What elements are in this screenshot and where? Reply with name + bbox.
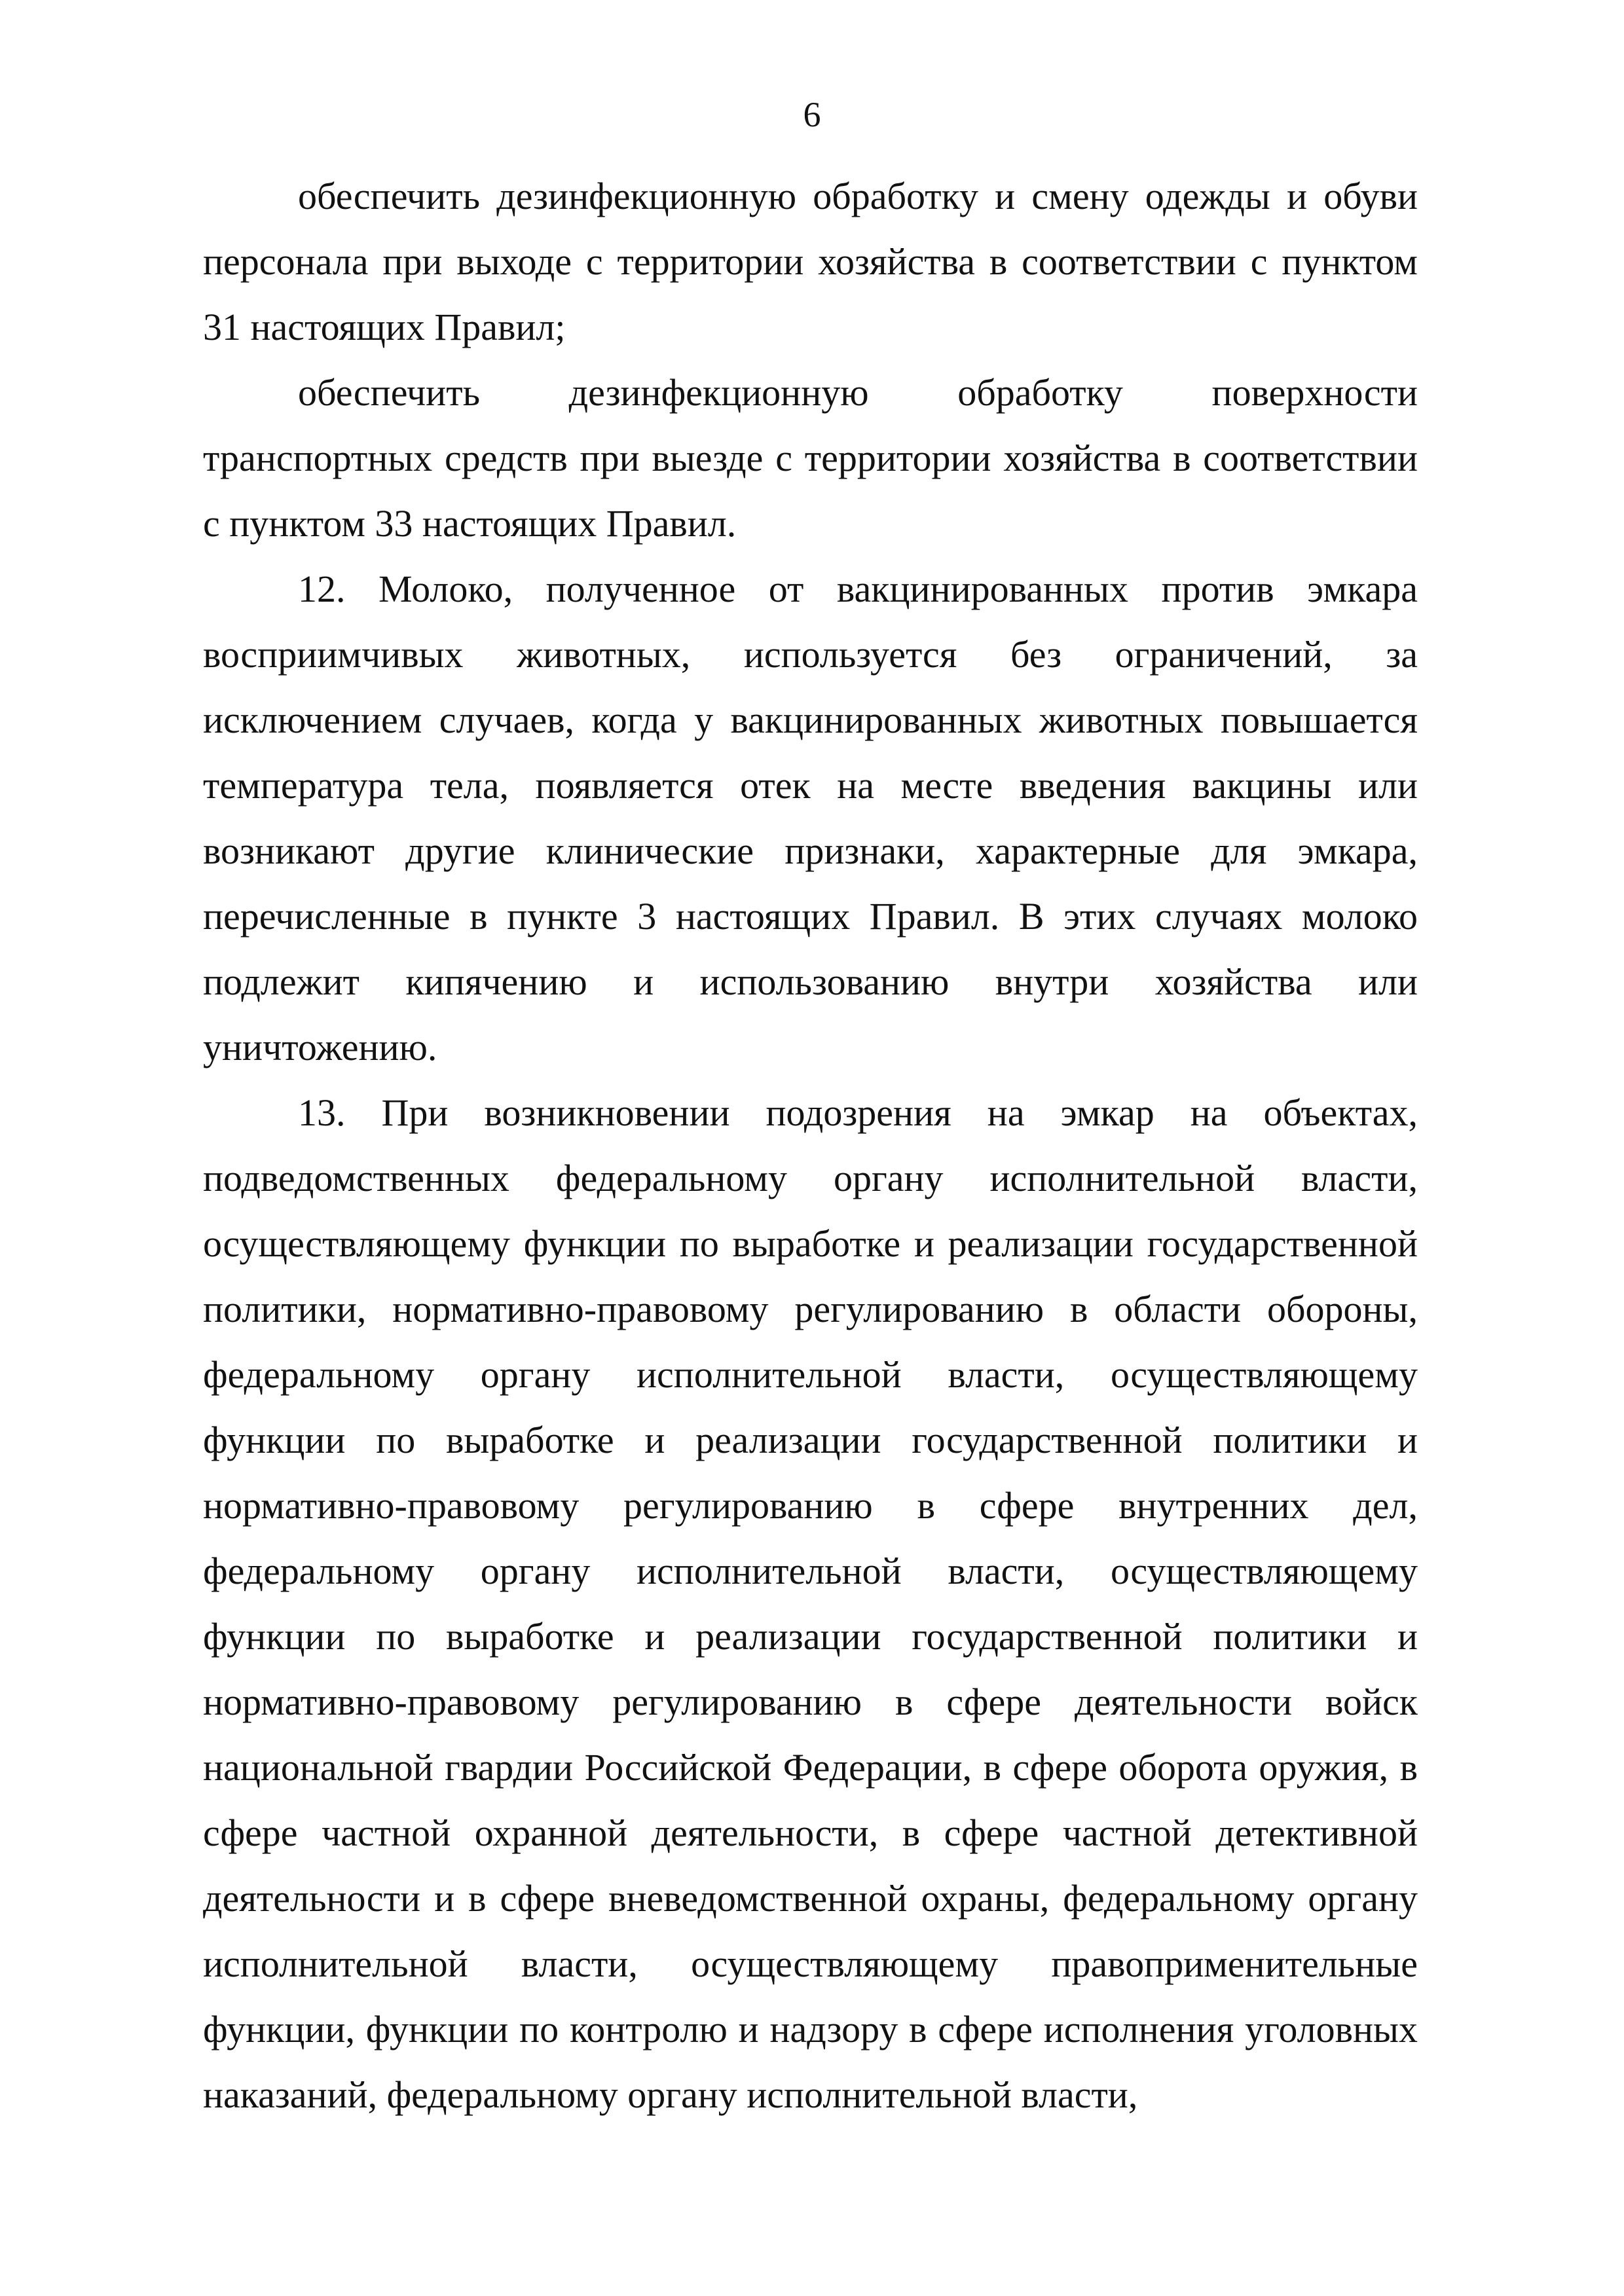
page-number: 6: [803, 95, 821, 134]
paragraph-12-milk: 12. Молоко, полученное от вакцинированных против эмкара восприимчивых животных, используется без ограничений, за исключением случаев, когда у вакцинированных животных повышается температура тела, появляется отек на месте введения вакцины или возникают другие клинические признаки, характерные для эмкара, перечисленные в пункте 3 настоящих Правил. В этих случаях молоко подлежит кипячению и использованию внутри хозяйства или уничтожению.: [203, 568, 1418, 1068]
document-body: [203, 164, 1418, 2128]
paragraph-disinfection-vehicles: обеспечить дезинфекционную обработку поверхности транспортных средств при выезде с территории хозяйства в соответствии с пунктом 33 настоящих Правил.: [203, 371, 1418, 545]
paragraph-disinfection-clothing: обеспечить дезинфекционную обработку и смену одежды и обуви персонала при выходе с территории хозяйства в соответствии с пунктом 31 настоящих Правил;: [203, 175, 1418, 348]
paragraph-13-suspicion: 13. При возникновении подозрения на эмкар на объектах, подведомственных федеральному органу исполнительной власти, осуществляющему функции по выработке и реализации государственной политики, нормативно-правовому регулированию в области обороны, федеральному органу исполнительной власти, осуществляющему функции по выработке и реализации государственной политики и нормативно-правовому регулированию в сфере внутренних дел, федеральному органу исполнительной власти, осуществляющему функции по выработке и реализации государственной политики и нормативно-правовому регулированию в сфере деятельности войск национальной гвардии Российской Федерации, в сфере оборота оружия, в сфере частной охранной деятельности, в сфере частной детективной деятельности и в сфере вневедомственной охраны, федеральному органу исполнительной власти, осуществляющему правоприменительные функции, функции по контролю и надзору в сфере исполнения уголовных наказаний, федеральному органу исполнительной власти,: [203, 1091, 1418, 2116]
